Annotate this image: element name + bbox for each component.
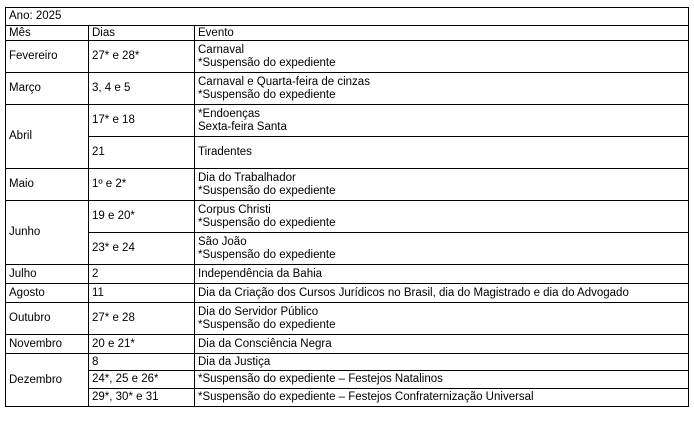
event-line: Dia da Justiça xyxy=(198,355,271,368)
header-dias: Dias xyxy=(89,26,195,41)
event-line: Independência da Bahia xyxy=(198,267,323,280)
year-row xyxy=(6,8,689,26)
table-row xyxy=(6,201,689,233)
event-line: *Suspensão do expediente – Festejos Natalinos xyxy=(198,373,443,385)
month-cell: Outubro xyxy=(6,303,89,335)
days-cell: 19 e 20* xyxy=(89,201,195,233)
event-line: São João xyxy=(198,235,247,248)
table-row xyxy=(6,303,689,335)
event-cell xyxy=(195,137,689,169)
event-line: *Suspensão do expediente – Festejos Confraternização Universal xyxy=(198,391,534,403)
event-line: Corpus Christi xyxy=(198,203,271,216)
year-label: Ano: 2025 xyxy=(6,8,689,26)
event-line: *Suspensão do expediente xyxy=(198,248,336,261)
event-line: Carnaval xyxy=(198,43,245,56)
days-cell: 20 e 21* xyxy=(89,335,195,354)
event-cell xyxy=(195,354,689,371)
month-cell: Maio xyxy=(6,169,89,201)
days-cell: 11 xyxy=(89,284,195,303)
month-cell: Março xyxy=(6,73,89,105)
month-cell: Abril xyxy=(6,105,89,169)
event-line: *Suspensão do expediente xyxy=(198,184,336,197)
days-cell: 17* e 18 xyxy=(89,105,195,137)
month-cell: Fevereiro xyxy=(6,41,89,73)
table-row xyxy=(6,371,689,389)
table-row xyxy=(6,389,689,407)
days-cell: 23* e 24 xyxy=(89,233,195,265)
month-cell: Agosto xyxy=(6,284,89,303)
days-cell: 2 xyxy=(89,265,195,284)
event-cell xyxy=(195,73,689,105)
month-cell: Novembro xyxy=(6,335,89,354)
table-row xyxy=(6,335,689,354)
event-line: *Suspensão do expediente xyxy=(198,318,336,331)
event-line: *Suspensão do expediente xyxy=(198,216,336,229)
event-cell xyxy=(195,389,689,407)
event-cell xyxy=(195,265,689,284)
days-cell: 27* e 28 xyxy=(89,303,195,335)
event-cell xyxy=(195,105,689,137)
event-cell xyxy=(195,169,689,201)
event-line: *Suspensão do expediente xyxy=(198,88,336,101)
days-cell: 24*, 25 e 26* xyxy=(89,371,195,389)
event-line: Dia da Consciência Negra xyxy=(198,337,332,350)
table-row xyxy=(6,354,689,371)
header-mes: Mês xyxy=(6,26,89,41)
table-row xyxy=(6,233,689,265)
event-line: Sexta-feira Santa xyxy=(198,120,287,133)
event-cell xyxy=(195,233,689,265)
days-cell: 29*, 30* e 31 xyxy=(89,389,195,407)
table-row xyxy=(6,169,689,201)
event-cell xyxy=(195,335,689,354)
table-row xyxy=(6,41,689,73)
month-cell: Julho xyxy=(6,265,89,284)
event-cell xyxy=(195,303,689,335)
table-row xyxy=(6,265,689,284)
month-cell: Junho xyxy=(6,201,89,265)
holiday-table xyxy=(5,7,689,407)
event-line: Dia do Servidor Público xyxy=(198,305,319,318)
event-line: *Endoenças xyxy=(198,107,261,120)
event-line: *Suspensão do expediente xyxy=(198,56,336,69)
days-cell: 8 xyxy=(89,354,195,371)
month-cell: Dezembro xyxy=(6,354,89,407)
event-cell xyxy=(195,371,689,389)
header-evento: Evento xyxy=(195,26,689,41)
days-cell: 27* e 28* xyxy=(89,41,195,73)
event-cell xyxy=(195,201,689,233)
table-row xyxy=(6,73,689,105)
holiday-calendar xyxy=(5,7,688,407)
days-cell: 21 xyxy=(89,137,195,169)
event-line: Carnaval e Quarta-feira de cinzas xyxy=(198,75,370,88)
table-row xyxy=(6,284,689,303)
event-cell xyxy=(195,41,689,73)
days-cell: 3, 4 e 5 xyxy=(89,73,195,105)
table-row xyxy=(6,105,689,137)
table-row xyxy=(6,137,689,169)
event-line: Dia da Criação dos Cursos Jurídicos no Brasil, dia do Magistrado e dia do Advogado xyxy=(198,286,629,299)
header-row xyxy=(6,26,689,41)
event-cell xyxy=(195,284,689,303)
days-cell: 1º e 2* xyxy=(89,169,195,201)
event-line: Dia do Trabalhador xyxy=(198,171,296,184)
event-line: Tiradentes xyxy=(198,146,252,158)
